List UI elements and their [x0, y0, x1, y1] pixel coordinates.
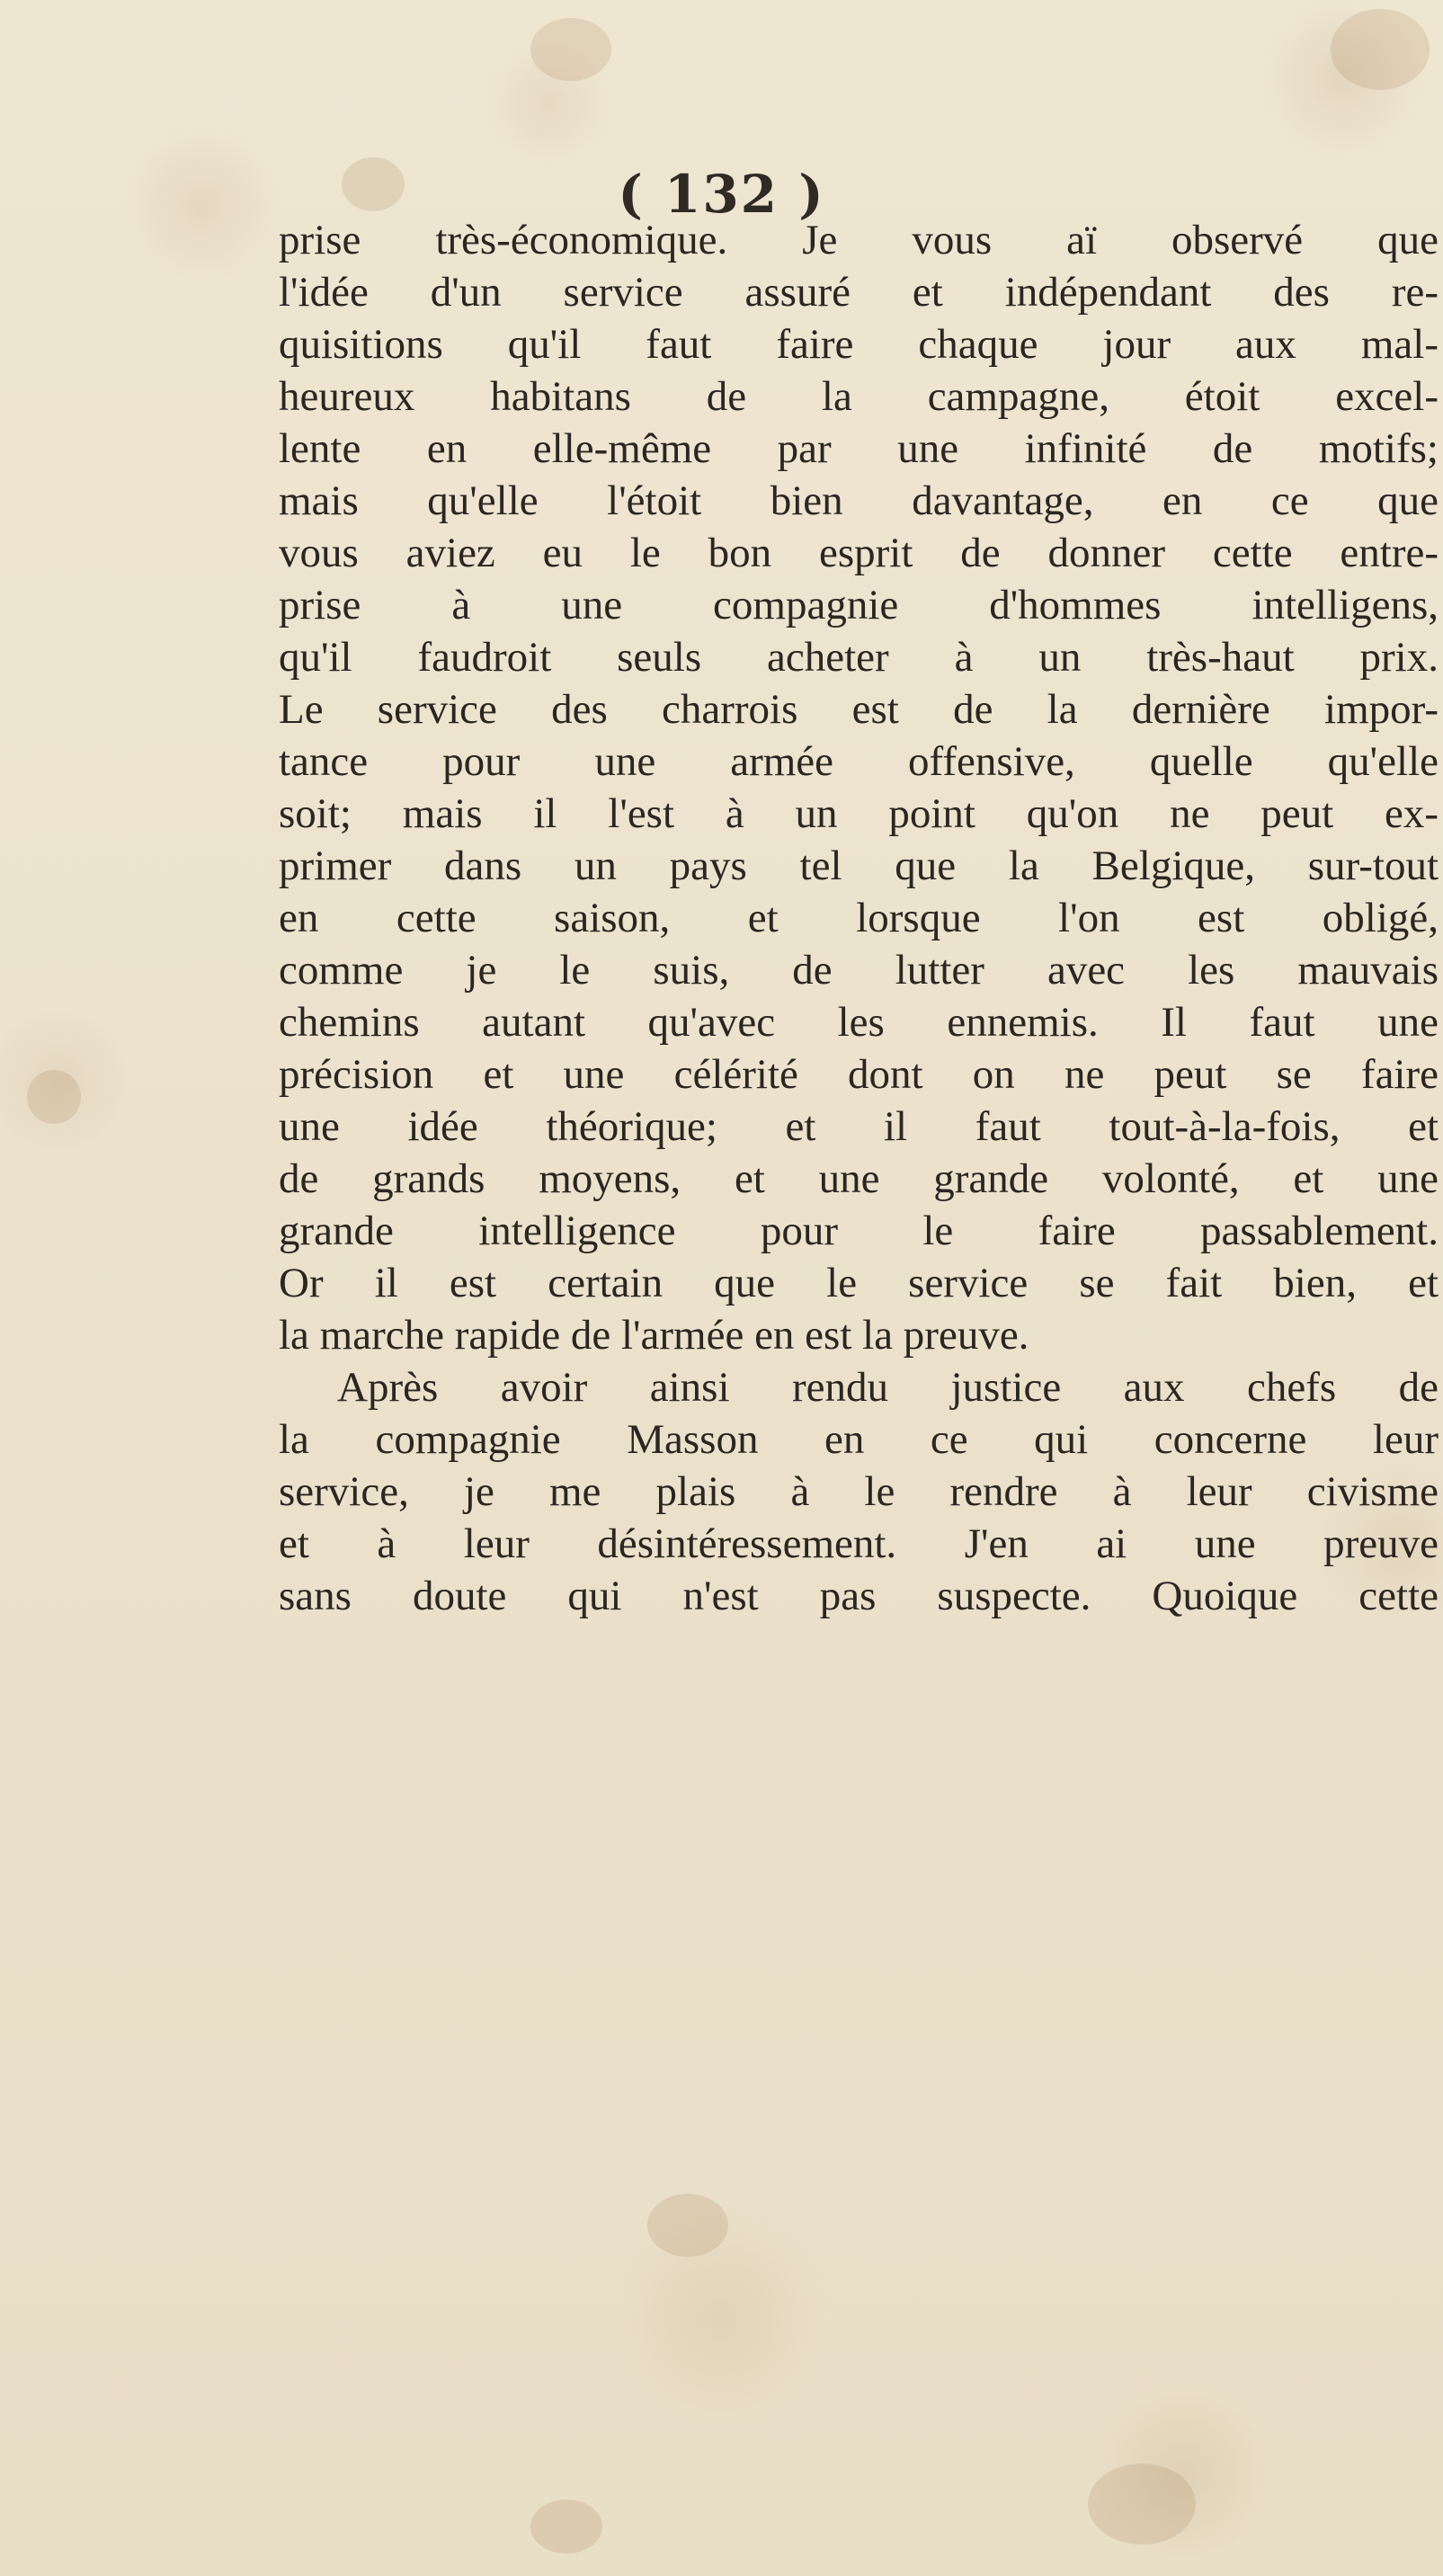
text-line: tance pour une armée offensive, quelle qu'elle: [279, 738, 1439, 785]
text-line: Le service des charrois est de la dernière impor-: [279, 686, 1439, 733]
text-line: de grands moyens, et une grande volonté, et une: [279, 1155, 1439, 1202]
text-line: comme je le suis, de lutter avec les mauvais: [279, 947, 1439, 994]
text-line: grande intelligence pour le faire passablement.: [279, 1208, 1439, 1254]
text-line: l'idée d'un service assuré et indépendant des re-: [279, 269, 1439, 316]
body-text: [279, 214, 1439, 1622]
text-line: lente en elle-même par une infinité de motifs;: [279, 425, 1439, 472]
foxing-stain: [647, 2194, 728, 2257]
text-line: en cette saison, et lorsque l'on est obligé,: [279, 895, 1439, 941]
foxing-stain: [1088, 2464, 1196, 2545]
text-line: précision et une célérité dont on ne peut se faire: [279, 1051, 1439, 1098]
text-line: qu'il faudroit seuls acheter à un très-haut prix.: [279, 634, 1439, 681]
text-line: primer dans un pays tel que la Belgique, sur-tout: [279, 842, 1439, 889]
text-line: service, je me plais à le rendre à leur civisme: [279, 1468, 1439, 1515]
foxing-stain: [27, 1070, 81, 1124]
text-line: soit; mais il l'est à un point qu'on ne peut ex-: [279, 790, 1439, 837]
page-number: ( 132 ): [618, 164, 825, 225]
text-line: prise très-économique. Je vous aï observé que: [279, 217, 1439, 263]
foxing-stain: [530, 18, 611, 81]
text-line: mais qu'elle l'étoit bien davantage, en ce que: [279, 477, 1439, 524]
text-line: sans doute qui n'est pas suspecte. Quoique cette: [279, 1573, 1439, 1619]
text-line: une idée théorique; et il faut tout-à-la-fois, et: [279, 1103, 1439, 1150]
text-line: prise à une compagnie d'hommes intelligens,: [279, 582, 1439, 628]
text-line: heureux habitans de la campagne, étoit excel-: [279, 373, 1439, 420]
text-line: la compagnie Masson en ce qui concerne leur: [279, 1416, 1439, 1463]
text-line: vous aviez eu le bon esprit de donner cette entre-: [279, 530, 1439, 576]
paragraph-start-line: Après avoir ainsi rendu justice aux chefs de: [337, 1364, 1439, 1411]
paragraph-end-line: la marche rapide de l'armée en est la preuve.: [279, 1312, 1029, 1359]
text-line: et à leur désintéressement. J'en ai une preuve: [279, 1520, 1439, 1567]
foxing-stain: [530, 2500, 602, 2554]
text-line: Or il est certain que le service se fait bien, et: [279, 1260, 1439, 1306]
text-line: quisitions qu'il faut faire chaque jour aux mal-: [279, 321, 1439, 368]
foxing-stain: [1331, 9, 1430, 90]
text-line: chemins autant qu'avec les ennemis. Il faut une: [279, 999, 1439, 1046]
